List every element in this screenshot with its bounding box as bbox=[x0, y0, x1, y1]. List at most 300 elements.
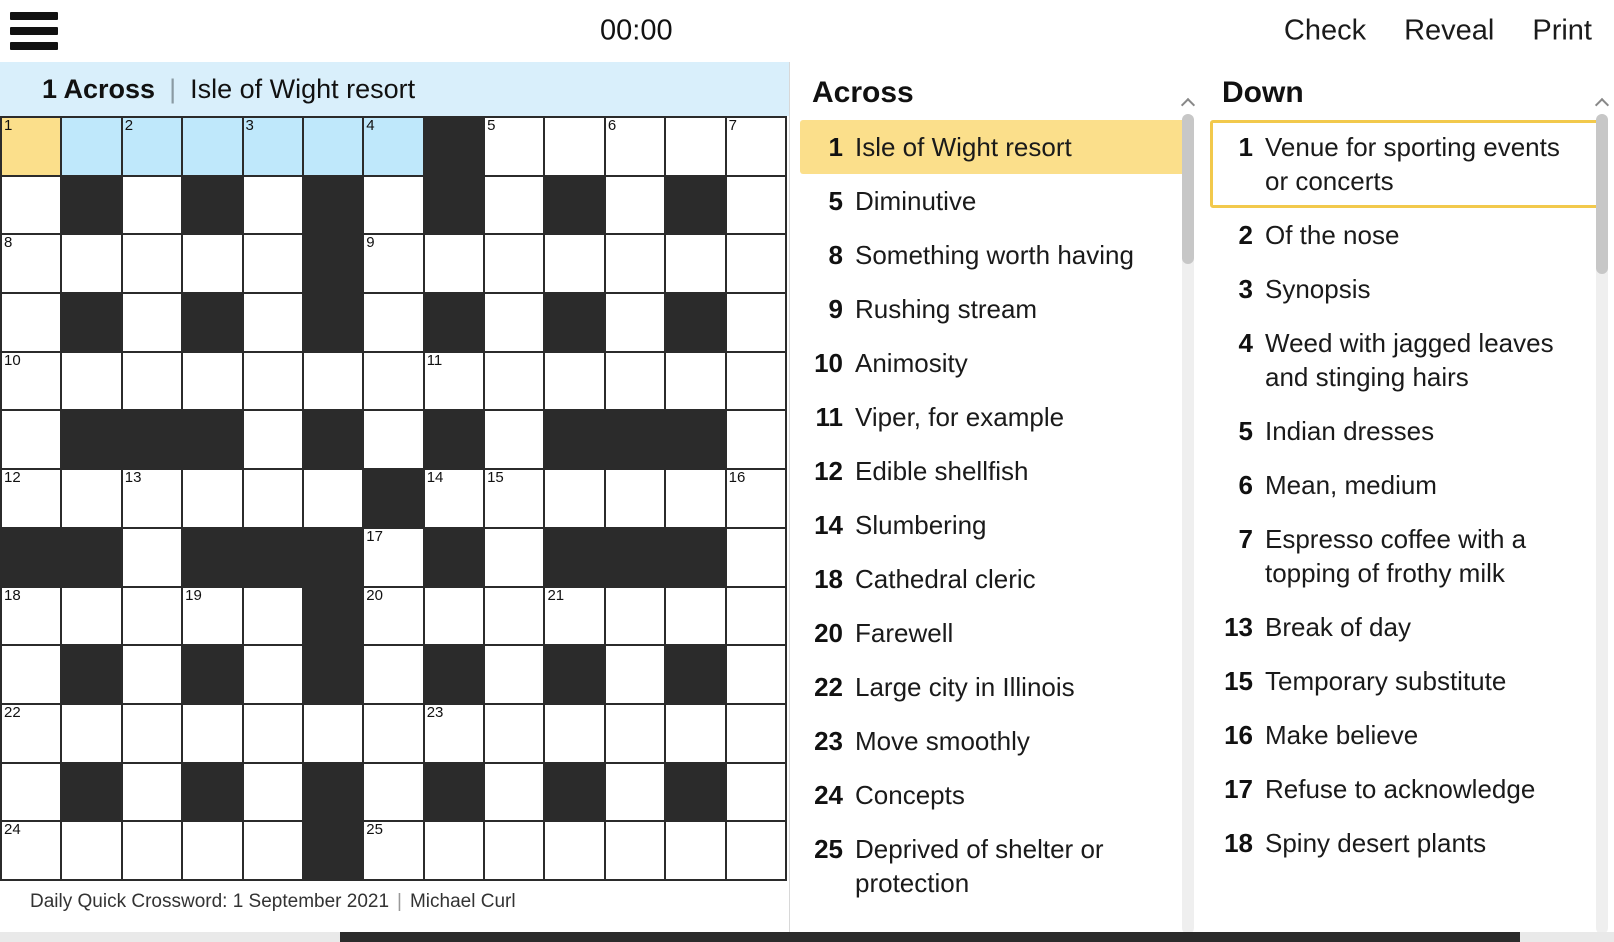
grid-cell[interactable] bbox=[2, 411, 62, 470]
grid-cell[interactable] bbox=[2, 705, 62, 764]
grid-cell[interactable] bbox=[425, 822, 485, 881]
current-clue-banner[interactable] bbox=[0, 62, 789, 116]
down-column bbox=[1200, 62, 1614, 942]
toolbar-actions bbox=[1284, 15, 1592, 48]
main-content bbox=[0, 62, 1614, 942]
grid-cell[interactable] bbox=[304, 353, 364, 412]
clue-item-across-20[interactable] bbox=[800, 606, 1186, 660]
top-toolbar bbox=[0, 0, 1614, 62]
grid-cell[interactable] bbox=[606, 646, 666, 705]
grid-cell[interactable] bbox=[2, 588, 62, 647]
grid-cell[interactable] bbox=[123, 705, 183, 764]
clue-item-across-10[interactable] bbox=[800, 336, 1186, 390]
credit-separator: | bbox=[397, 891, 402, 912]
grid-block bbox=[62, 411, 122, 470]
scrollbar-thumb[interactable] bbox=[1182, 114, 1194, 264]
hamburger-bar bbox=[10, 12, 58, 20]
clue-text: Farewell bbox=[855, 618, 954, 648]
clue-number: 20 bbox=[814, 618, 843, 648]
grid-cell-number: 4 bbox=[366, 117, 375, 134]
grid-cell[interactable] bbox=[244, 294, 304, 353]
clue-text: Diminutive bbox=[855, 186, 977, 216]
clue-item-down-2[interactable] bbox=[1210, 208, 1600, 262]
clue-text: Rushing stream bbox=[855, 294, 1038, 324]
down-clue-list[interactable] bbox=[1200, 120, 1614, 942]
grid-cell[interactable] bbox=[727, 353, 787, 412]
clue-number: 17 bbox=[1224, 774, 1253, 804]
grid-cell[interactable] bbox=[545, 705, 605, 764]
clue-number: 3 bbox=[1238, 274, 1253, 304]
grid-cell[interactable] bbox=[666, 588, 726, 647]
grid-cell[interactable] bbox=[123, 764, 183, 823]
clue-item-across-22[interactable] bbox=[800, 660, 1186, 714]
grid-cell[interactable] bbox=[62, 235, 122, 294]
grid-cell[interactable] bbox=[727, 294, 787, 353]
grid-block bbox=[666, 411, 726, 470]
grid-cell[interactable] bbox=[123, 235, 183, 294]
clue-item-down-7[interactable] bbox=[1210, 512, 1600, 600]
grid-cell[interactable] bbox=[244, 353, 304, 412]
grid-cell[interactable] bbox=[425, 588, 485, 647]
grid-cell-number: 16 bbox=[728, 469, 746, 487]
grid-cell[interactable] bbox=[62, 705, 122, 764]
grid-cell[interactable] bbox=[2, 353, 62, 412]
clue-item-down-3[interactable] bbox=[1210, 262, 1600, 316]
down-scrollbar[interactable] bbox=[1596, 114, 1608, 934]
grid-cell[interactable] bbox=[364, 118, 424, 177]
clue-text: Concepts bbox=[855, 780, 965, 810]
grid-block bbox=[425, 118, 485, 177]
page-scrollbar-thumb[interactable] bbox=[340, 932, 1520, 942]
grid-cell[interactable] bbox=[545, 235, 605, 294]
clue-text: Venue for sporting events or concerts bbox=[1265, 132, 1560, 196]
clue-text: Of the nose bbox=[1265, 220, 1400, 250]
grid-cell[interactable] bbox=[304, 470, 364, 529]
grid-cell[interactable] bbox=[2, 235, 62, 294]
grid-cell[interactable] bbox=[545, 118, 605, 177]
clue-number: 5 bbox=[1238, 416, 1253, 446]
grid-cell[interactable] bbox=[606, 177, 666, 236]
grid-cell-number: 22 bbox=[4, 703, 21, 721]
grid-cell[interactable] bbox=[183, 118, 243, 177]
crossword-grid[interactable] bbox=[0, 116, 787, 881]
grid-cell[interactable] bbox=[183, 705, 243, 764]
grid-cell[interactable] bbox=[485, 118, 545, 177]
clue-item-down-5[interactable] bbox=[1210, 404, 1600, 458]
across-column bbox=[790, 62, 1200, 942]
grid-cell[interactable] bbox=[244, 588, 304, 647]
grid-cell[interactable] bbox=[244, 646, 304, 705]
grid-block bbox=[545, 294, 605, 353]
clue-item-down-16[interactable] bbox=[1210, 708, 1600, 762]
grid-cell[interactable] bbox=[62, 588, 122, 647]
grid-cell[interactable] bbox=[244, 470, 304, 529]
clue-item-across-9[interactable] bbox=[800, 282, 1186, 336]
grid-cell[interactable] bbox=[244, 235, 304, 294]
grid-cell[interactable] bbox=[485, 353, 545, 412]
grid-cell[interactable] bbox=[666, 353, 726, 412]
across-scrollbar[interactable] bbox=[1182, 114, 1194, 934]
grid-cell[interactable] bbox=[2, 177, 62, 236]
grid-cell[interactable] bbox=[364, 529, 424, 588]
grid-cell-number: 3 bbox=[245, 117, 254, 134]
grid-block bbox=[425, 646, 485, 705]
grid-cell[interactable] bbox=[123, 177, 183, 236]
grid-block bbox=[425, 294, 485, 353]
grid-cell[interactable] bbox=[244, 764, 304, 823]
grid-cell[interactable] bbox=[244, 118, 304, 177]
clue-text: Deprived of shelter or protection bbox=[855, 834, 1104, 898]
grid-block bbox=[666, 646, 726, 705]
clue-number: 13 bbox=[1224, 612, 1253, 642]
clue-text: Mean, medium bbox=[1265, 470, 1437, 500]
clue-text: Temporary substitute bbox=[1265, 666, 1507, 696]
grid-block bbox=[545, 764, 605, 823]
grid-cell-number: 25 bbox=[366, 821, 383, 839]
grid-cell[interactable] bbox=[727, 764, 787, 823]
grid-cell[interactable] bbox=[545, 822, 605, 881]
grid-cell[interactable] bbox=[244, 411, 304, 470]
grid-cell[interactable] bbox=[545, 588, 605, 647]
clue-number: 25 bbox=[814, 834, 843, 864]
grid-cell[interactable] bbox=[666, 118, 726, 177]
grid-cell[interactable] bbox=[727, 118, 787, 177]
grid-cell[interactable] bbox=[485, 705, 545, 764]
grid-cell[interactable] bbox=[2, 294, 62, 353]
grid-cell[interactable] bbox=[364, 235, 424, 294]
grid-cell[interactable] bbox=[123, 588, 183, 647]
grid-cell[interactable] bbox=[244, 177, 304, 236]
clue-text: Something worth having bbox=[855, 240, 1134, 270]
clue-number: 23 bbox=[814, 726, 843, 756]
clue-item-across-11[interactable] bbox=[800, 390, 1186, 444]
clue-text: Edible shellfish bbox=[855, 456, 1029, 486]
grid-block bbox=[304, 646, 364, 705]
hamburger-menu-icon[interactable] bbox=[10, 12, 58, 50]
clue-number: 24 bbox=[814, 780, 843, 810]
clue-item-across-14[interactable] bbox=[800, 498, 1186, 552]
clue-number: 2 bbox=[1238, 220, 1253, 250]
grid-block bbox=[666, 764, 726, 823]
grid-cell[interactable] bbox=[425, 470, 485, 529]
grid-cell[interactable] bbox=[485, 294, 545, 353]
grid-cell[interactable] bbox=[727, 705, 787, 764]
clue-item-down-17[interactable] bbox=[1210, 762, 1600, 816]
grid-cell-number: 7 bbox=[728, 117, 737, 134]
grid-cell[interactable] bbox=[425, 705, 485, 764]
clue-number: 15 bbox=[1224, 666, 1253, 696]
current-clue-separator: | bbox=[169, 73, 177, 104]
grid-cell-number: 24 bbox=[4, 821, 21, 839]
clue-text: Espresso coffee with a topping of frothy milk bbox=[1265, 524, 1527, 588]
clue-number: 16 bbox=[1224, 720, 1253, 750]
crossword-grid-wrap bbox=[0, 116, 789, 942]
grid-cell[interactable] bbox=[183, 470, 243, 529]
clue-text: Refuse to acknowledge bbox=[1265, 774, 1536, 804]
grid-cell[interactable] bbox=[244, 822, 304, 881]
grid-block bbox=[425, 177, 485, 236]
grid-block bbox=[62, 646, 122, 705]
clue-item-across-1[interactable] bbox=[800, 120, 1186, 174]
grid-cell[interactable] bbox=[123, 118, 183, 177]
clue-number: 8 bbox=[828, 240, 843, 270]
clue-number: 14 bbox=[814, 510, 843, 540]
grid-cell[interactable] bbox=[606, 822, 666, 881]
grid-cell[interactable] bbox=[485, 822, 545, 881]
grid-cell[interactable] bbox=[727, 822, 787, 881]
clue-number: 7 bbox=[1238, 524, 1253, 554]
grid-cell[interactable] bbox=[545, 353, 605, 412]
grid-cell[interactable] bbox=[62, 118, 122, 177]
grid-block bbox=[425, 529, 485, 588]
grid-cell[interactable] bbox=[485, 411, 545, 470]
grid-block bbox=[545, 411, 605, 470]
grid-cell[interactable] bbox=[545, 470, 605, 529]
grid-cell[interactable] bbox=[485, 177, 545, 236]
clue-item-across-5[interactable] bbox=[800, 174, 1186, 228]
grid-cell[interactable] bbox=[123, 353, 183, 412]
clue-item-down-18[interactable] bbox=[1210, 816, 1600, 870]
grid-cell[interactable] bbox=[727, 470, 787, 529]
grid-cell-number: 23 bbox=[426, 703, 444, 721]
grid-cell[interactable] bbox=[485, 470, 545, 529]
grid-cell[interactable] bbox=[123, 470, 183, 529]
grid-cell[interactable] bbox=[727, 235, 787, 294]
grid-cell-number: 11 bbox=[426, 351, 443, 369]
grid-block bbox=[304, 177, 364, 236]
clue-text: Isle of Wight resort bbox=[855, 132, 1072, 162]
puzzle-credit bbox=[0, 881, 789, 923]
grid-cell-number: 18 bbox=[4, 586, 21, 604]
grid-cell[interactable] bbox=[183, 588, 243, 647]
grid-block bbox=[666, 177, 726, 236]
grid-cell[interactable] bbox=[62, 470, 122, 529]
grid-cell[interactable] bbox=[606, 588, 666, 647]
grid-cell[interactable] bbox=[727, 529, 787, 588]
clue-text: Indian dresses bbox=[1265, 416, 1435, 446]
clues-area bbox=[790, 62, 1614, 942]
grid-block bbox=[2, 529, 62, 588]
grid-cell[interactable] bbox=[485, 764, 545, 823]
clue-number: 9 bbox=[828, 294, 843, 324]
current-clue-text: Isle of Wight resort bbox=[190, 73, 416, 104]
grid-cell-number: 19 bbox=[185, 586, 202, 604]
grid-cell[interactable] bbox=[304, 705, 364, 764]
clue-text: Spiny desert plants bbox=[1265, 828, 1487, 858]
page-horizontal-scrollbar[interactable] bbox=[0, 932, 1614, 942]
grid-cell[interactable] bbox=[666, 235, 726, 294]
clue-number: 11 bbox=[815, 402, 843, 432]
grid-cell[interactable] bbox=[425, 235, 485, 294]
grid-cell[interactable] bbox=[727, 177, 787, 236]
scrollbar-thumb[interactable] bbox=[1596, 114, 1608, 274]
grid-cell[interactable] bbox=[123, 529, 183, 588]
grid-cell-number: 10 bbox=[4, 351, 21, 369]
clue-number: 12 bbox=[814, 456, 843, 486]
grid-cell[interactable] bbox=[244, 705, 304, 764]
grid-cell[interactable] bbox=[606, 470, 666, 529]
clue-item-down-15[interactable] bbox=[1210, 654, 1600, 708]
grid-block bbox=[62, 177, 122, 236]
clue-item-across-8[interactable] bbox=[800, 228, 1186, 282]
grid-cell[interactable] bbox=[364, 646, 424, 705]
grid-cell[interactable] bbox=[606, 764, 666, 823]
grid-cell[interactable] bbox=[485, 646, 545, 705]
grid-cell-number: 15 bbox=[487, 469, 504, 487]
clue-item-down-6[interactable] bbox=[1210, 458, 1600, 512]
grid-cell[interactable] bbox=[727, 411, 787, 470]
clue-text: Cathedral cleric bbox=[855, 564, 1036, 594]
grid-cell[interactable] bbox=[666, 822, 726, 881]
grid-cell[interactable] bbox=[364, 705, 424, 764]
grid-cell[interactable] bbox=[364, 353, 424, 412]
grid-cell[interactable] bbox=[183, 353, 243, 412]
clue-text: Viper, for example bbox=[855, 402, 1065, 432]
grid-cell[interactable] bbox=[666, 470, 726, 529]
grid-cell[interactable] bbox=[183, 822, 243, 881]
clue-number: 22 bbox=[814, 672, 843, 702]
grid-cell[interactable] bbox=[183, 235, 243, 294]
check-button[interactable]: Check bbox=[1283, 14, 1367, 47]
grid-cell[interactable] bbox=[2, 118, 62, 177]
grid-cell[interactable] bbox=[62, 353, 122, 412]
grid-block bbox=[364, 470, 424, 529]
clue-item-across-23[interactable] bbox=[800, 714, 1186, 768]
grid-cell-number: 1 bbox=[4, 117, 13, 134]
across-clue-list[interactable] bbox=[790, 120, 1200, 942]
grid-cell-number: 9 bbox=[366, 234, 375, 252]
grid-block bbox=[545, 646, 605, 705]
clue-text: Make believe bbox=[1265, 720, 1419, 750]
clue-item-across-12[interactable] bbox=[800, 444, 1186, 498]
grid-block bbox=[62, 294, 122, 353]
grid-cell-number: 17 bbox=[366, 527, 383, 545]
grid-cell-number: 6 bbox=[607, 117, 617, 134]
grid-cell[interactable] bbox=[364, 588, 424, 647]
grid-cell[interactable] bbox=[62, 822, 122, 881]
hamburger-bar bbox=[10, 42, 58, 50]
grid-cell[interactable] bbox=[2, 764, 62, 823]
timer-display: 00:00 bbox=[600, 14, 673, 47]
grid-cell[interactable] bbox=[2, 646, 62, 705]
grid-block bbox=[244, 529, 304, 588]
grid-block bbox=[183, 177, 243, 236]
clue-item-across-24[interactable] bbox=[800, 768, 1186, 822]
grid-cell[interactable] bbox=[485, 588, 545, 647]
grid-block bbox=[304, 764, 364, 823]
clue-text: Slumbering bbox=[855, 510, 987, 540]
across-heading: Across bbox=[812, 76, 914, 109]
grid-cell[interactable] bbox=[2, 822, 62, 881]
clue-text: Break of day bbox=[1265, 612, 1411, 642]
clue-number: 6 bbox=[1238, 470, 1253, 500]
hamburger-bar bbox=[10, 27, 58, 35]
grid-panel bbox=[0, 62, 790, 942]
grid-cell[interactable] bbox=[606, 118, 666, 177]
grid-block bbox=[183, 764, 243, 823]
grid-cell[interactable] bbox=[364, 177, 424, 236]
grid-cell[interactable] bbox=[304, 118, 364, 177]
grid-block bbox=[62, 529, 122, 588]
grid-block bbox=[183, 411, 243, 470]
grid-cell-number: 21 bbox=[547, 586, 565, 604]
grid-cell-number: 20 bbox=[366, 586, 383, 604]
puzzle-title: Daily Quick Crossword: 1 September 2021 bbox=[30, 891, 390, 912]
clue-number: 1 bbox=[828, 132, 843, 162]
grid-cell[interactable] bbox=[727, 588, 787, 647]
grid-cell[interactable] bbox=[606, 353, 666, 412]
grid-block bbox=[304, 588, 364, 647]
print-button[interactable]: Print bbox=[1532, 14, 1592, 47]
grid-block bbox=[183, 646, 243, 705]
grid-block bbox=[183, 294, 243, 353]
clue-text: Animosity bbox=[855, 348, 968, 378]
grid-block bbox=[425, 764, 485, 823]
grid-cell[interactable] bbox=[364, 411, 424, 470]
grid-cell[interactable] bbox=[425, 353, 485, 412]
grid-block bbox=[304, 822, 364, 881]
grid-cell[interactable] bbox=[364, 294, 424, 353]
grid-block bbox=[545, 529, 605, 588]
reveal-button[interactable]: Reveal bbox=[1404, 14, 1495, 47]
grid-cell[interactable] bbox=[123, 822, 183, 881]
grid-cell[interactable] bbox=[606, 235, 666, 294]
clue-text: Move smoothly bbox=[855, 726, 1030, 756]
grid-cell[interactable] bbox=[123, 646, 183, 705]
grid-cell[interactable] bbox=[123, 294, 183, 353]
grid-block bbox=[545, 177, 605, 236]
grid-cell-number: 13 bbox=[124, 469, 142, 487]
clue-text: Large city in Illinois bbox=[855, 672, 1075, 702]
grid-cell[interactable] bbox=[727, 646, 787, 705]
clue-item-across-18[interactable] bbox=[800, 552, 1186, 606]
clue-item-down-4[interactable] bbox=[1210, 316, 1600, 404]
grid-cell-number: 2 bbox=[124, 117, 134, 134]
down-heading: Down bbox=[1222, 76, 1304, 109]
grid-cell-number: 8 bbox=[4, 234, 13, 252]
clue-number: 1 bbox=[1238, 132, 1253, 162]
grid-block bbox=[62, 764, 122, 823]
clue-number: 18 bbox=[1224, 828, 1253, 858]
grid-block bbox=[666, 529, 726, 588]
clue-item-across-25[interactable] bbox=[800, 822, 1186, 910]
grid-block bbox=[304, 235, 364, 294]
grid-block bbox=[183, 529, 243, 588]
grid-block bbox=[304, 294, 364, 353]
grid-cell[interactable] bbox=[485, 529, 545, 588]
grid-cell[interactable] bbox=[364, 764, 424, 823]
grid-cell[interactable] bbox=[606, 705, 666, 764]
clue-number: 18 bbox=[814, 564, 843, 594]
grid-cell[interactable] bbox=[364, 822, 424, 881]
grid-cell[interactable] bbox=[2, 470, 62, 529]
grid-cell[interactable] bbox=[666, 705, 726, 764]
grid-block bbox=[304, 529, 364, 588]
grid-block bbox=[606, 529, 666, 588]
clue-text: Weed with jagged leaves and stinging hairs bbox=[1265, 328, 1554, 392]
grid-block bbox=[425, 411, 485, 470]
grid-cell[interactable] bbox=[606, 294, 666, 353]
grid-cell-number: 14 bbox=[426, 469, 444, 487]
current-clue-number: 1 Across bbox=[42, 73, 156, 104]
clue-item-down-13[interactable] bbox=[1210, 600, 1600, 654]
grid-cell[interactable] bbox=[485, 235, 545, 294]
clue-text: Synopsis bbox=[1265, 274, 1371, 304]
grid-block bbox=[666, 294, 726, 353]
clue-item-down-1[interactable] bbox=[1210, 120, 1600, 208]
grid-block bbox=[123, 411, 183, 470]
puzzle-author: Michael Curl bbox=[409, 891, 516, 912]
